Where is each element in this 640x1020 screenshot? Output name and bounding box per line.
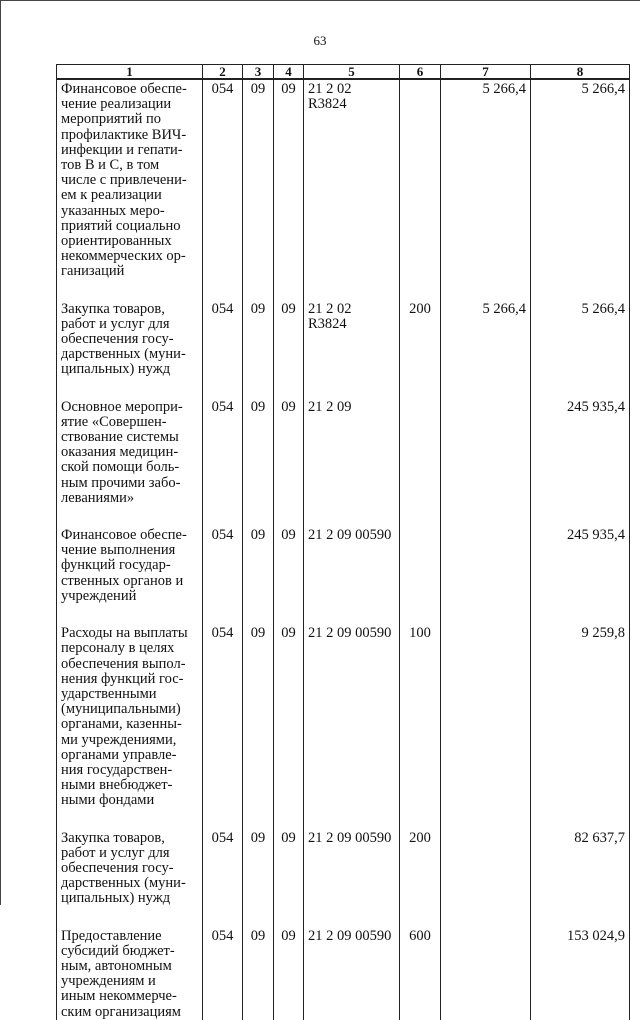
- table-row: [57, 79, 630, 300]
- scan-edge-line-left: [0, 0, 1, 905]
- amount-col7-cell: [441, 526, 531, 624]
- expense-type-cell: [400, 526, 441, 624]
- grbs-code-cell: 054: [203, 79, 243, 300]
- row-name-cell: Финансовое обеспе- чение выполнения функций государ- ственных органов и учреждений: [57, 526, 203, 624]
- subsection-code-cell: 09: [274, 398, 304, 526]
- amount-col7-cell: 5 266,4: [441, 79, 531, 300]
- column-header: 7: [441, 65, 531, 80]
- grbs-code-cell: 054: [203, 300, 243, 398]
- column-header: 6: [400, 65, 441, 80]
- grbs-code-cell: 054: [203, 398, 243, 526]
- expense-type-cell: [400, 398, 441, 526]
- subsection-code-cell: 09: [274, 829, 304, 927]
- amount-col7-cell: [441, 829, 531, 927]
- section-code-cell: 09: [243, 829, 274, 927]
- row-name-cell: Закупка товаров, работ и услуг для обеспечения госу- дарственных (муни- ципальных) нужд: [57, 300, 203, 398]
- target-article-cell: 21 2 09 00590: [304, 829, 400, 927]
- section-code-cell: 09: [243, 927, 274, 1020]
- column-header: 1: [57, 65, 203, 80]
- amount-col7-cell: [441, 398, 531, 526]
- table-row: [57, 398, 630, 526]
- table-row: [57, 300, 630, 398]
- section-code-cell: 09: [243, 398, 274, 526]
- target-article-cell: 21 2 09 00590: [304, 624, 400, 828]
- expense-type-cell: 200: [400, 300, 441, 398]
- row-name-cell: Предоставление субсидий бюджет- ным, автономным учреждениям и иным некоммерче- ским организациям: [57, 927, 203, 1020]
- section-code-cell: 09: [243, 79, 274, 300]
- grbs-code-cell: 054: [203, 526, 243, 624]
- grbs-code-cell: 054: [203, 927, 243, 1020]
- amount-col8-cell: 5 266,4: [531, 79, 630, 300]
- target-article-cell: 21 2 09 00590: [304, 526, 400, 624]
- column-header: 4: [274, 65, 304, 80]
- row-name-cell: Основное меропри- ятие «Совершен- ствование системы оказания медицин- ской помощи боль- ным прочими забо- леваниями»: [57, 398, 203, 526]
- expense-type-cell: 200: [400, 829, 441, 927]
- amount-col8-cell: 153 024,9: [531, 927, 630, 1020]
- expense-type-cell: [400, 79, 441, 300]
- target-article-cell: 21 2 02 R3824: [304, 300, 400, 398]
- grbs-code-cell: 054: [203, 624, 243, 828]
- column-header: 8: [531, 65, 630, 80]
- expense-type-cell: 600: [400, 927, 441, 1020]
- subsection-code-cell: 09: [274, 624, 304, 828]
- column-header: 5: [304, 65, 400, 80]
- amount-col8-cell: 82 637,7: [531, 829, 630, 927]
- amount-col7-cell: 5 266,4: [441, 300, 531, 398]
- target-article-cell: 21 2 09 00590: [304, 927, 400, 1020]
- subsection-code-cell: 09: [274, 79, 304, 300]
- scan-edge-line-top: [0, 0, 640, 1]
- page-number: 63: [313, 33, 327, 48]
- target-article-cell: 21 2 09: [304, 398, 400, 526]
- budget-table: [56, 64, 630, 1020]
- target-article-cell: 21 2 02 R3824: [304, 79, 400, 300]
- grbs-code-cell: 054: [203, 829, 243, 927]
- table-header-row: [57, 65, 630, 80]
- subsection-code-cell: 09: [274, 526, 304, 624]
- table-row: [57, 829, 630, 927]
- table-row: [57, 624, 630, 828]
- column-header: 3: [243, 65, 274, 80]
- row-name-cell: Финансовое обеспе- чение реализации мероприятий по профилактике ВИЧ- инфекции и гепати- тов В и С, в том числе с привлечени- ем к реализации указанных меро- приятий социально ориентированных некоммерческих ор- ганизаций: [57, 79, 203, 300]
- table-row: [57, 526, 630, 624]
- row-name-cell: Расходы на выплаты персоналу в целях обеспечения выпол- нения функций гос- ударственными (муниципальными) органами, казенны- ми учреждениями, органами управле- ния государствен- ными внебюджет- ными фондами: [57, 624, 203, 828]
- subsection-code-cell: 09: [274, 927, 304, 1020]
- amount-col7-cell: [441, 927, 531, 1020]
- table-row: [57, 927, 630, 1020]
- amount-col8-cell: 9 259,8: [531, 624, 630, 828]
- expense-type-cell: 100: [400, 624, 441, 828]
- amount-col8-cell: 245 935,4: [531, 398, 630, 526]
- section-code-cell: 09: [243, 624, 274, 828]
- amount-col7-cell: [441, 624, 531, 828]
- subsection-code-cell: 09: [274, 300, 304, 398]
- row-name-cell: Закупка товаров, работ и услуг для обеспечения госу- дарственных (муни- ципальных) нужд: [57, 829, 203, 927]
- column-header: 2: [203, 65, 243, 80]
- amount-col8-cell: 245 935,4: [531, 526, 630, 624]
- section-code-cell: 09: [243, 526, 274, 624]
- amount-col8-cell: 5 266,4: [531, 300, 630, 398]
- section-code-cell: 09: [243, 300, 274, 398]
